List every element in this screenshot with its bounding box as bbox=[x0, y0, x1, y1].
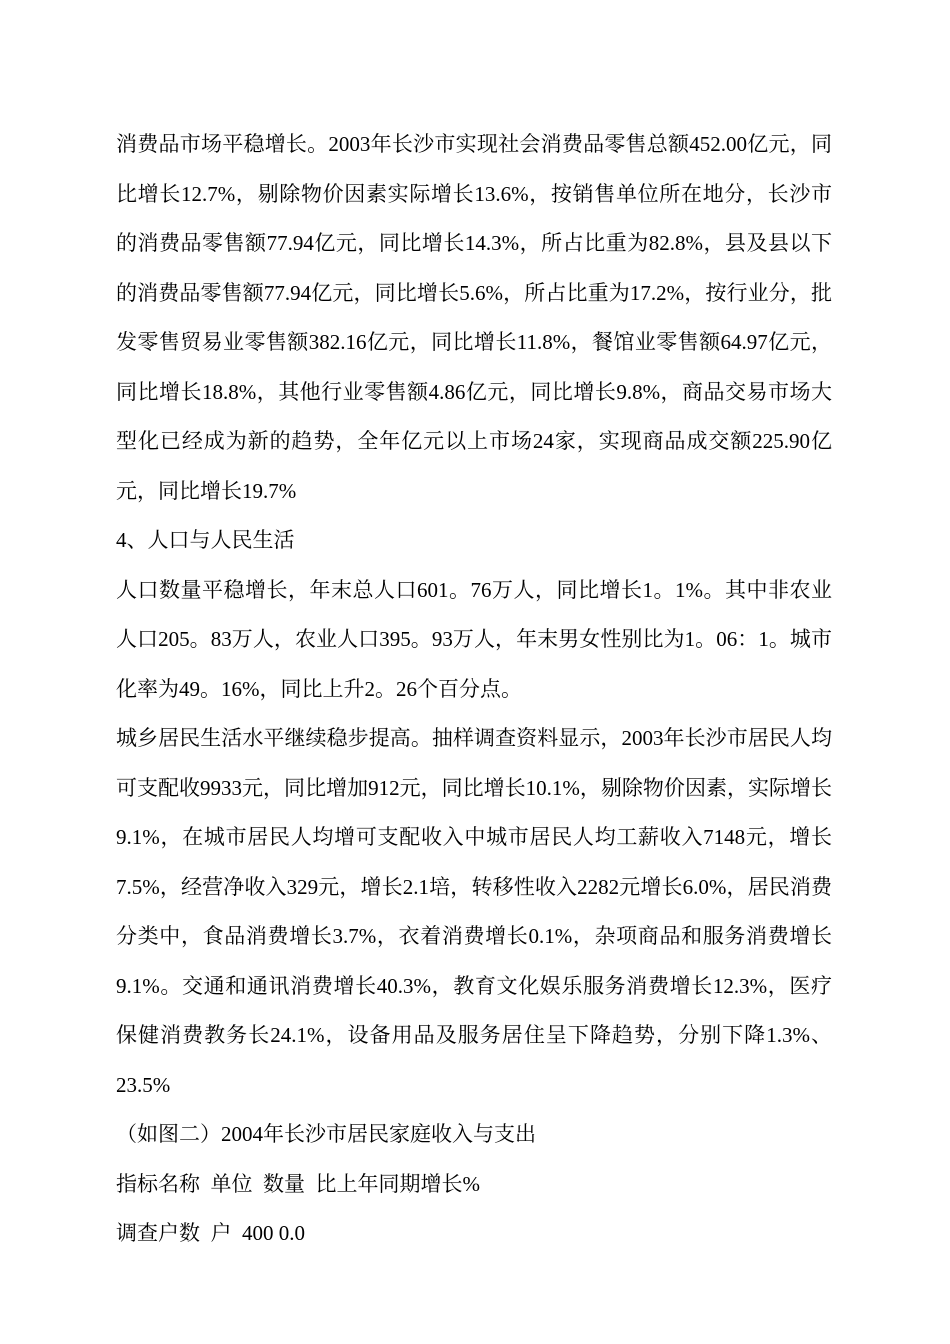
paragraph-living-standard: 城乡居民生活水平继续稳步提高。抽样调查资料显示，2003年长沙市居民人均可支配收9933元，同比增加912元，同比增长10.1%，剔除物价因素，实际增长9.1%，在城市居民人均增可支配收入中城市居民人均工薪收入7148元，增长7.5%，经营净收入329元，增长2.1培，转移性收入2282元增长6.0%，居民消费分类中，食品消费增长3.7%，衣着消费增长0.1%，杂项商品和服务消费增长9.1%。交通和通讯消费增长40.3%，教育文化娱乐服务消费增长12.3%，医疗保健消费教务长24.1%，设备用品及服务居住呈下降趋势，分别下降1.3%、23.5% bbox=[116, 726, 832, 1097]
paragraph-consumer-market: 消费品市场平稳增长。2003年长沙市实现社会消费品零售总额452.00亿元，同比增长12.7%，剔除物价因素实际增长13.6%，按销售单位所在地分，长沙市的消费品零售额77.94亿元，同比增长14.3%，所占比重为82.8%，县及县以下的消费品零售额77.94亿元，同比增长5.6%，所占比重为17.2%，按行业分，批发零售贸易业零售额382.16亿元，同比增长11.8%，餐馆业零售额64.97亿元，同比增长18.8%，其他行业零售额4.86亿元，同比增长9.8%，商品交易市场大型化已经成为新的趋势，全年亿元以上市场24家，实现商品成交额225.90亿元，同比增长19.7% bbox=[116, 132, 832, 503]
document-page bbox=[116, 120, 832, 1259]
paragraph-population: 人口数量平稳增长，年末总人口601。76万人，同比增长1。1%。其中非农业人口205。83万人，农业人口395。93万人，年末男女性别比为1。06：1。城市化率为49。16%，同比上升2。26个百分点。 bbox=[116, 577, 832, 701]
section-heading: 4、人口与人民生活 bbox=[116, 528, 295, 552]
table-row: 调查户数 户 400 0.0 bbox=[116, 1221, 305, 1245]
table-header: 指标名称 单位 数量 比上年同期增长% bbox=[116, 1171, 480, 1196]
figure-caption: （如图二）2004年长沙市居民家庭收入与支出 bbox=[116, 1122, 536, 1146]
